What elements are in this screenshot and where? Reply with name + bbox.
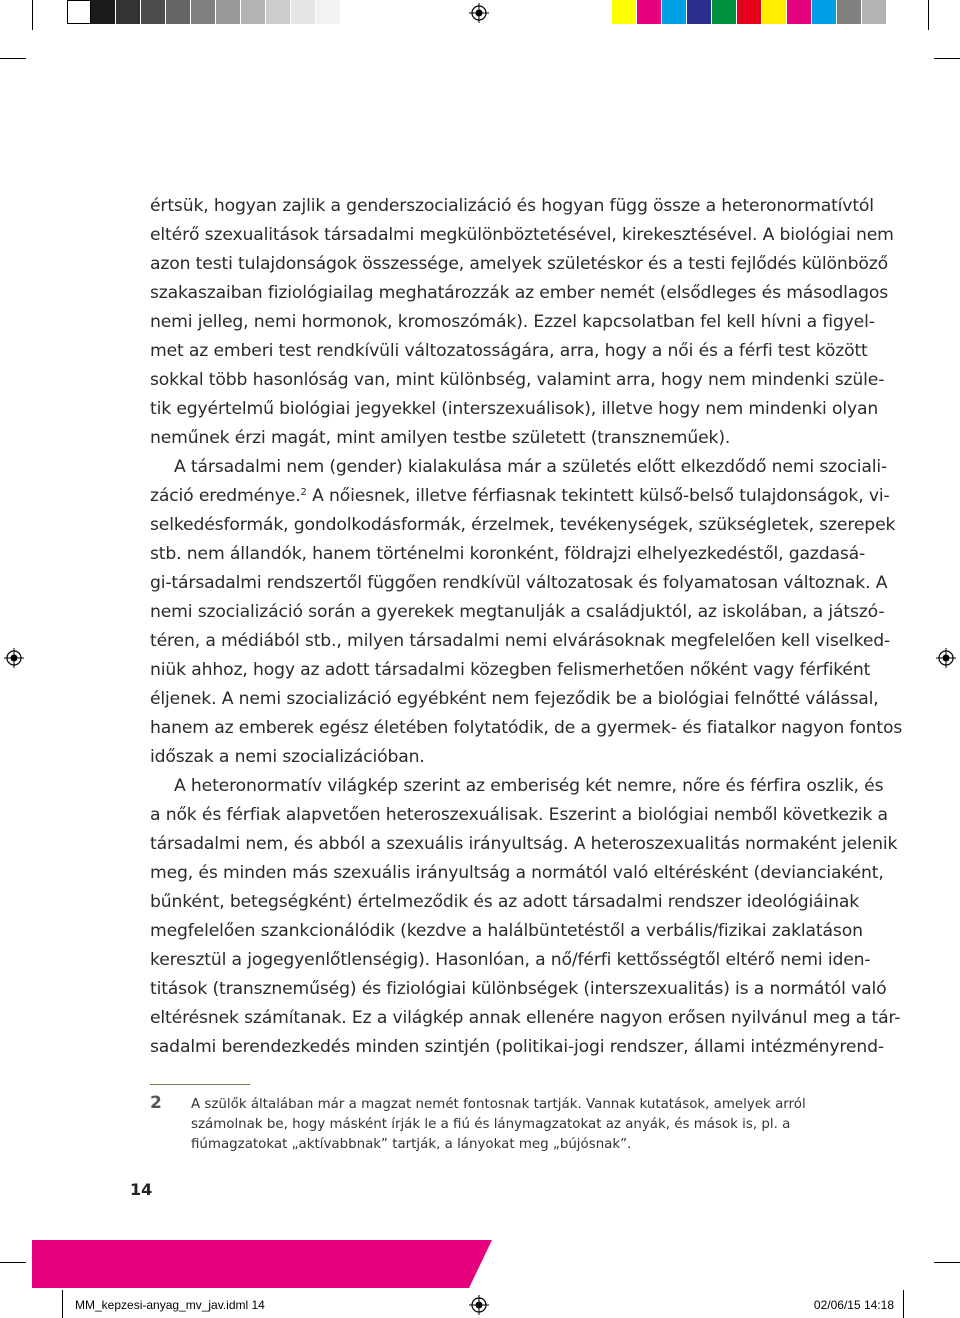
crop-mark [928, 0, 929, 30]
text-line: társadalmi nem, és abból a szexuális irányultság. A heteroszexualitás normaként jelenik [150, 834, 898, 854]
text-line: A heteronormatív világkép szerint az emberiség két nemre, nőre és férfira oszlik, és [174, 776, 884, 796]
color-swatch [687, 0, 712, 24]
text-line: met az emberi test rendkívüli változatosságára, arra, hogy a női és a férfi test között [150, 341, 868, 361]
text-line: nemi jelleg, nemi hormonok, kromoszómák). Ezzel kapcsolatban fel kell hívni a figyel- [150, 312, 875, 332]
text-line: stb. nem állandók, hanem történelmi koronként, földrajzi elhelyezkedéstől, gazdasá- [150, 544, 866, 564]
text-line: titások (transzneműség) és fiziológiai különbségek (interszexualitás) is a normától való [150, 979, 887, 999]
color-swatch [266, 0, 291, 24]
footnote-text: A szülők általában már a magzat nemét fontosnak tartják. Vannak kutatások, amelyek arról számolnak be, hogy másként írják le a fiú és lánymagzatokat az anyák, és mások is, pl. a fiúmagzatokat „aktívabbnak” tartják, a lányokat meg „bújósnak”. [191, 1097, 806, 1152]
crop-mark [32, 0, 33, 30]
color-swatch [67, 0, 91, 24]
text-line: sadalmi berendezkedés minden szintjén (politikai-jogi rendszer, állami intézményrend- [150, 1037, 884, 1057]
crop-mark [934, 58, 960, 59]
color-swatch [787, 0, 812, 24]
color-swatch [141, 0, 166, 24]
color-swatch [191, 0, 216, 24]
text-line: téren, a médiából stb., milyen társadalmi nemi elvárásoknak megfelelően kell viselked- [150, 631, 891, 651]
text-line: keresztül a jogegyenlőtlenségig). Hasonlóan, a nő/férfi kettősségtől eltérő nemi iden- [150, 950, 871, 970]
footnote-divider [150, 1084, 250, 1085]
gray-color-bar [67, 0, 341, 26]
body-text [150, 192, 903, 1062]
text-line: eltérő szexualitások társadalmi megkülönböztetésével, kirekesztésével. A biológiai nem [150, 225, 894, 245]
color-swatch [712, 0, 737, 24]
color-swatch [291, 0, 316, 24]
text-line [150, 482, 890, 511]
text-line: nemi szocializáció során a gyerekek megtanulják a családjuktól, az iskolában, a játszó- [150, 602, 885, 622]
decorative-band [32, 1240, 492, 1288]
color-swatch [637, 0, 662, 24]
text-line: értsük, hogyan zajlik a genderszocializáció és hogyan függ össze a heteronormatívtól [150, 196, 874, 216]
page-number: 14 [130, 1180, 153, 1199]
color-swatch [241, 0, 266, 24]
text-line: eltérésnek számítanak. Ez a világkép annak ellenére nagyon erősen nyilvánul meg a tár- [150, 1008, 901, 1028]
color-swatch [612, 0, 637, 24]
slug-timestamp: 02/06/15 14:18 [813, 1298, 894, 1312]
crop-mark [0, 58, 26, 59]
color-swatch [862, 0, 887, 24]
text-line: meg, és minden más szexuális irányultság a normától való eltérésként (devianciaként, [150, 863, 884, 883]
text-line: tik egyértelmű biológiai jegyekkel (interszexuálisok), illetve hogy nem mindenki olyan [150, 399, 879, 419]
text-line: időszak a nemi szocializációban. [150, 747, 425, 767]
color-swatch [166, 0, 191, 24]
registration-mark-icon [4, 648, 24, 668]
text-line: sokkal több hasonlóság van, mint különbség, valamint arra, hogy nem mindenki szüle- [150, 370, 885, 390]
paragraph-2 [150, 453, 903, 772]
color-swatch [662, 0, 687, 24]
color-swatch [116, 0, 141, 24]
slug-file-name: MM_kepzesi-anyag_mv_jav.idml 14 [75, 1298, 265, 1312]
registration-mark-icon [469, 3, 489, 23]
color-swatch [762, 0, 787, 24]
paragraph-1 [150, 192, 894, 453]
text-line: hanem az emberek egész életében folytatódik, de a gyermek- és fiatalkor nagyon fontos [150, 718, 903, 738]
text-line: azon testi tulajdonságok összessége, amelyek születéskor és a testi fejlődés különböző [150, 254, 889, 274]
color-swatch [812, 0, 837, 24]
text-line: a nők és férfiak alapvetően heteroszexuálisak. Eszerint a biológiai nemből következik a [150, 805, 888, 825]
color-swatch [316, 0, 341, 24]
text-line: bűnként, betegségként) értelmeződik és az adott társadalmi rendszer ideológiáinak [150, 892, 860, 912]
color-swatch [737, 0, 762, 24]
text-fragment: A nőiesnek, illetve férfiasnak tekintett külső-belső tulajdonságok, vi- [306, 486, 890, 506]
registration-mark-icon [936, 648, 956, 668]
text-line: éljenek. A nemi szocializáció egyébként nem fejeződik be a biológiai felnőtté válással, [150, 689, 879, 709]
text-line: gi-társadalmi rendszertől függően rendkívül változatosak és folyamatosan változnak. A [150, 573, 888, 593]
crop-mark [934, 1262, 960, 1263]
text-line: szakaszaiban fiziológiailag meghatározzák az ember nemét (elsődleges és másodlagos [150, 283, 889, 303]
process-color-bar [612, 0, 887, 26]
crop-mark [0, 1262, 26, 1263]
text-fragment: záció eredménye. [150, 486, 301, 506]
footnote-reference[interactable]: 2 [300, 487, 307, 498]
text-line: neműnek érzi magát, mint amilyen testbe született (transzneműek). [150, 428, 731, 448]
color-swatch [216, 0, 241, 24]
text-line: niük ahhoz, hogy az adott társadalmi közegben felismerhetően nőként vagy férfiként [150, 660, 871, 680]
color-swatch [837, 0, 862, 24]
paragraph-3 [150, 772, 901, 1062]
text-line: selkedésformák, gondolkodásformák, érzelmek, tevékenységek, szükségletek, szerepek [150, 515, 896, 535]
text-line: megfelelően szankcionálódik (kezdve a halálbüntetéstől a verbális/fizikai zaklatáson [150, 921, 863, 941]
color-swatch [91, 0, 116, 24]
footnote-number: 2 [150, 1093, 162, 1113]
text-line: A társadalmi nem (gender) kialakulása már a születés előtt elkezdődő nemi szociali- [174, 457, 888, 477]
